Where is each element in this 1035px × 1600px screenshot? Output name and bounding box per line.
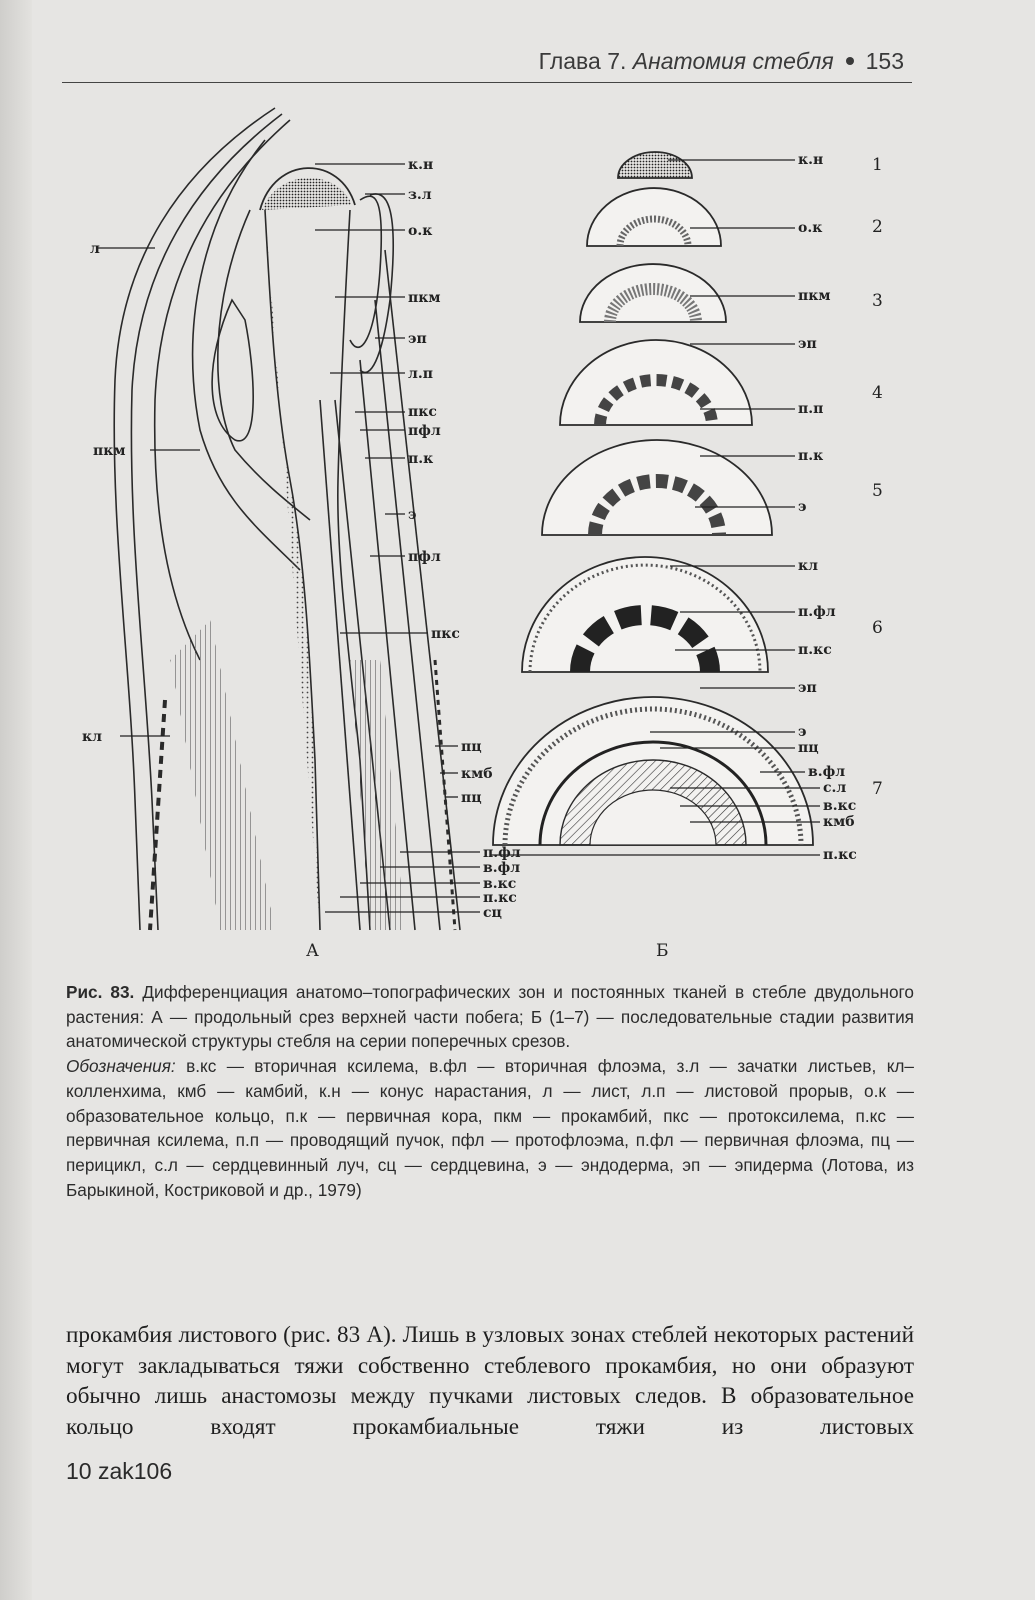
label-a-e: э xyxy=(408,507,417,523)
label-a-l: л xyxy=(90,241,100,257)
panel-b-drawing xyxy=(493,152,813,845)
stage-4-section xyxy=(560,340,752,425)
stage-3-section xyxy=(580,264,726,322)
running-header xyxy=(62,48,912,83)
label-b-ep2: эп xyxy=(798,680,817,696)
label-a-ep: эп xyxy=(408,331,427,347)
label-a-pkm-top: пкм xyxy=(408,290,441,306)
panel-a-letter: А xyxy=(306,941,319,961)
label-a-zl: з.л xyxy=(408,187,432,203)
page-binding-shadow xyxy=(0,0,32,1600)
label-a-pks-top: пкс xyxy=(408,404,437,420)
stage-6-section xyxy=(522,557,768,672)
label-a-kl: кл xyxy=(82,729,102,745)
caption-label: Рис. 83. xyxy=(66,982,135,1002)
stage-number: 5 xyxy=(872,481,883,501)
label-b-vks: в.кс xyxy=(823,798,857,814)
header-text xyxy=(539,48,904,75)
label-b-pkm: пкм xyxy=(798,288,831,304)
stage-number: 2 xyxy=(872,217,883,237)
label-b-ok: о.к xyxy=(798,220,823,236)
label-b-pk: п.к xyxy=(798,448,824,464)
legend-text: в.кс — вторичная ксилема, в.фл — вторичная флоэма, з.л — зачатки листьев, кл– колленхима, кмб — камбий, к.н — конус нарастания, л — лист, л.п — листовой прорыв, о.к — образовательное кольцо, п.к — первичная кора, пкм — прокамбий, пкс — протоксилема, п.кс — первичная ксилема, п.п — проводящий пучок, пфл — протофлоэма, п.фл — первичная флоэма, пц — перицикл, с.л — сердцевинный луч, сц — сердцевина, э — эндодерма, эп — эпидерма xyxy=(66,1056,914,1175)
label-b-vfl: в.фл xyxy=(808,764,846,780)
label-b-ep1: эп xyxy=(798,336,817,352)
label-a-sc: сц xyxy=(483,905,502,921)
label-a-pfl-low: п.фл xyxy=(483,845,521,861)
label-a-pc2: пц xyxy=(461,790,482,806)
label-a-pks-low: п.кс xyxy=(483,890,517,906)
stage-number: 4 xyxy=(872,383,883,403)
figure-drawing xyxy=(60,100,920,970)
stage-number: 7 xyxy=(872,779,883,799)
label-b-pp: п.п xyxy=(798,401,824,417)
stage-numbers xyxy=(872,155,883,799)
body-paragraph: прокамбия листового (рис. 83 А). Лишь в узловых зонах стеблей некоторых растений могут закладываться тяжи собственно стеблевого прокамбия, но они образуют обычно лишь анастомозы между пучками листовых следов. В образовательное кольцо входят прокамбиальные тяжи из листовых xyxy=(66,1322,914,1440)
printer-signature: 10 zak106 xyxy=(66,1458,173,1484)
label-a-pk: п.к xyxy=(408,451,434,467)
label-a-pc1: пц xyxy=(461,739,482,755)
label-b-pfl: п.фл xyxy=(798,604,836,620)
stage-2-section xyxy=(587,188,721,246)
label-b-pks2: п.кс xyxy=(823,847,857,863)
figure-caption xyxy=(66,980,914,1202)
label-b-pc: пц xyxy=(798,740,819,756)
label-a-vfl: в.фл xyxy=(483,860,521,876)
label-b-kn: к.н xyxy=(798,152,824,168)
label-a-pfl-top: пфл xyxy=(408,423,441,439)
caption-text: Дифференциация анатомо–топографических зон и постоянных тканей в стебле двудольного растения: А — продольный срез верхней части побега; Б (1–7) — последовательные стадии развития анатомической структуры стебля на серии поперечных срезов. xyxy=(66,982,914,1052)
page-number: 153 xyxy=(865,48,904,74)
label-a-lp: л.п xyxy=(408,366,433,382)
label-b-kmb: кмб xyxy=(823,814,855,830)
label-b-e1: э xyxy=(798,499,807,515)
label-b-sl: с.л xyxy=(823,780,847,796)
header-title: Анатомия стебля xyxy=(632,48,834,74)
label-a-kmb: кмб xyxy=(461,766,493,782)
legend-source: (Лотова, из Барыкиной, Костриковой и др., 1979) xyxy=(66,1154,914,1200)
label-b-e2: э xyxy=(798,724,807,740)
label-b-kl: кл xyxy=(798,558,818,574)
label-a-ok: о.к xyxy=(408,223,433,239)
header-chapter: Глава 7. xyxy=(538,48,627,74)
label-a-pkm-left: пкм xyxy=(93,443,126,459)
label-b-pks1: п.кс xyxy=(798,642,832,658)
label-a-kn: к.н xyxy=(408,157,434,173)
figure-83 xyxy=(60,100,920,970)
stage-number: 6 xyxy=(872,618,883,638)
label-a-pfl-mid: пфл xyxy=(408,549,441,565)
stage-number: 1 xyxy=(872,155,883,175)
label-a-vks: в.кс xyxy=(483,876,517,892)
panel-b-letter: Б xyxy=(656,941,669,961)
label-a-pks-mid: пкс xyxy=(431,626,460,642)
stage-1-section xyxy=(618,152,692,178)
stage-number: 3 xyxy=(872,291,883,311)
legend-label: Обозначения: xyxy=(66,1056,176,1077)
header-bullet-icon xyxy=(846,57,854,65)
